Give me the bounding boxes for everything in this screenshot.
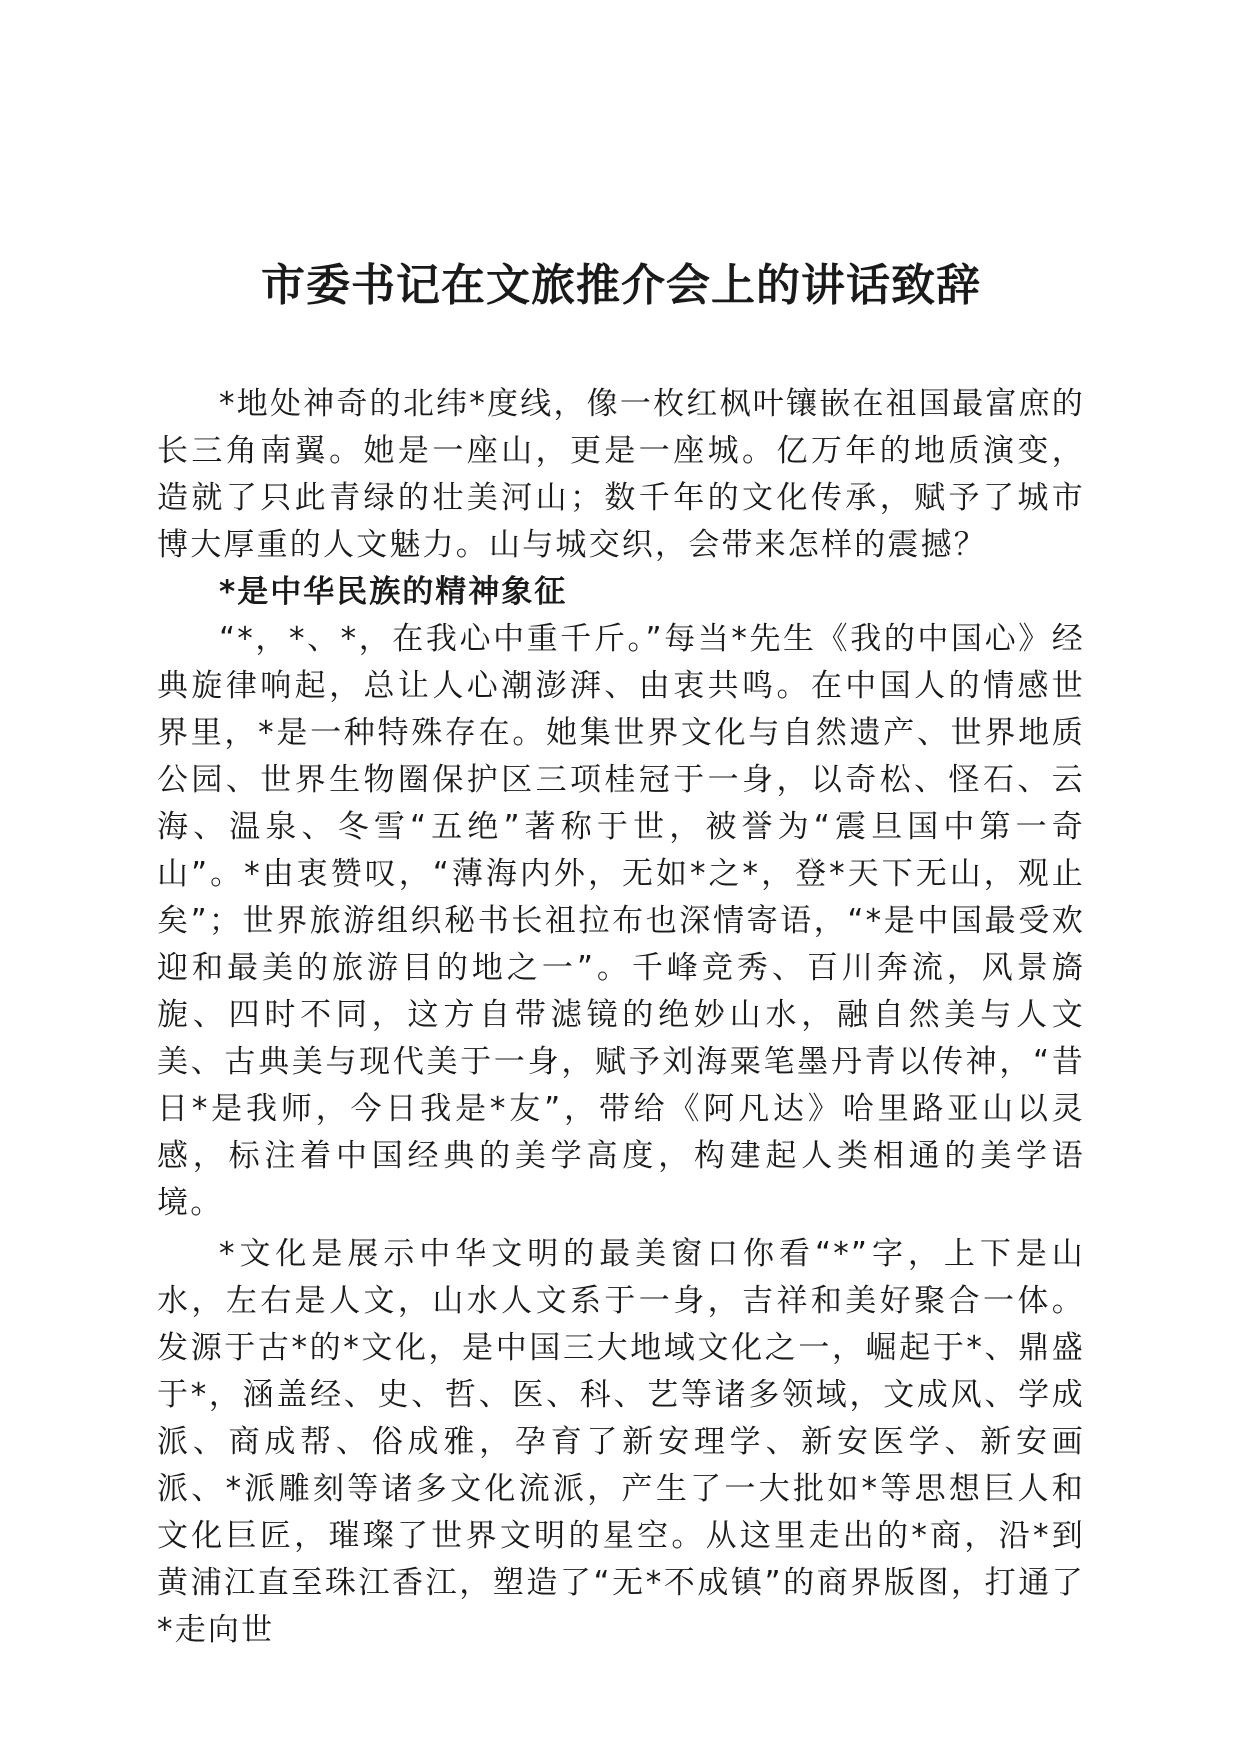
paragraph-culture: *文化是展示中华文明的最美窗口你看“*”字，上下是山水，左右是人文，山水人文系于一身，吉祥和美好聚合一体。发源于古*的*文化，是中国三大地域文化之一，崛起于*、鼎盛于*，涵盖经、史、哲、医、科、艺等诸多领域，文成风、学成派、商成帮、俗成雅，孕育了新安理学、新安医学、新安画派、*派雕刻等诸多文化流派，产生了一大批如*等思想巨人和文化巨匠，璀璨了世界文明的星空。从这里走出的*商，沿*到黄浦江直至珠江香江，塑造了“无*不成镇”的商界版图，打通了*走向世	[157, 1236, 1085, 1648]
paragraph-spirit: “*，*、*，在我心中重千斤。”每当*先生《我的中国心》经典旋律响起，总让人心潮澎湃、由衷共鸣。在中国人的情感世界里，*是一种特殊存在。她集世界文化与自然遗产、世界地质公园、世界生物圈保护区三项桂冠于一身，以奇松、怪石、云海、温泉、冬雪“五绝”著称于世，被誉为“震旦国中第一奇山”。*由衷赞叹，“薄海内外，无如*之*，登*天下无山，观止矣”；世界旅游组织秘书长祖拉布也深情寄语，“*是中国最受欢迎和最美的旅游目的地之一”。千峰竞秀、百川奔流，风景旖旎、四时不同，这方自带滤镜的绝妙山水，融自然美与人文美、古典美与现代美于一身，赋予刘海粟笔墨丹青以传神，“昔日*是我师，今日我是*友”，带给《阿凡达》哈里路亚山以灵感，标注着中国经典的美学高度，构建起人类相通的美学语境。	[157, 621, 1085, 1221]
paragraph-intro: *地处神奇的北纬*度线，像一枚红枫叶镶嵌在祖国最富庶的长三角南翼。她是一座山，更是一座城。亿万年的地质演变，造就了只此青绿的壮美河山；数千年的文化传承，赋予了城市博大厚重的人文魅力。山与城交织，会带来怎样的震撼？	[157, 386, 1085, 563]
document-page	[157, 0, 1085, 1754]
document-title: 市委书记在文旅推介会上的讲话致辞	[261, 260, 981, 311]
document-body	[157, 381, 1085, 1654]
section-heading: *是中华民族的精神象征	[219, 574, 568, 610]
